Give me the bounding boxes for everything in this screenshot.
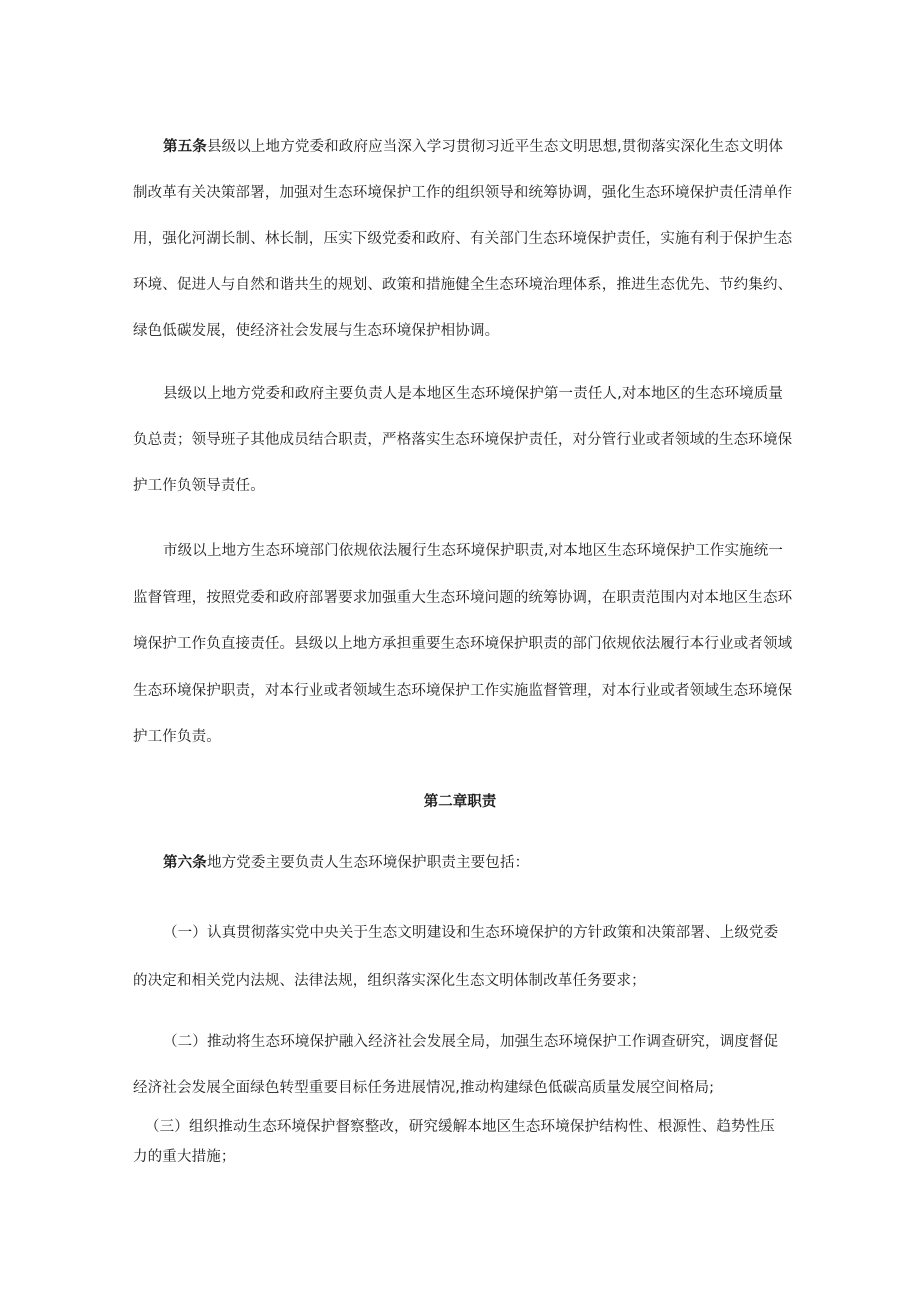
article-5-paragraph	[133, 124, 793, 354]
supervision-line-5: 护工作负责。	[133, 729, 221, 745]
responsibility-line-3: 护工作负领导责任。	[133, 478, 265, 494]
article-5-label: 第五条	[163, 139, 207, 155]
article-6-paragraph	[133, 848, 793, 878]
item-3-line-2: 力的重大措施；	[133, 1149, 236, 1165]
article-6-label: 第六条	[163, 855, 207, 871]
supervision-line-4: 生态环境保护职责，对本行业或者领域生态环境保护工作实施监督管理，对本行业或者领域生态环境保	[133, 682, 793, 699]
article-5-line-4: 环境、促进人与自然和谐共生的规划、政策和措施健全生态环境治理体系，推进生态优先、节约集约、	[133, 277, 793, 293]
supervision-paragraph	[133, 528, 793, 761]
responsibility-line-1: 县级以上地方党委和政府主要负责人是本地区生态环境保护第一责任人,对本地区的生态环境质量	[163, 386, 784, 402]
item-2-line-2: 经济社会发展全面绿色转型重要目标任务进展情况,推动构建绿色低碳高质量发展空间格局;	[133, 1080, 715, 1096]
chapter-2-heading: 第二章职责	[423, 794, 497, 810]
item-2-line-1: （二）推动将生态环境保护融入经济社会发展全局，加强生态环境保护工作调查研究，调度督促	[163, 1034, 779, 1050]
supervision-line-3: 境保护工作负直接责任。县级以上地方承担重要生态环境保护职责的部门依规依法履行本行业或者领域	[133, 636, 793, 652]
item-1-line-2: 的决定和相关党内法规、法律法规，组织落实深化生态文明体制改革任务要求；	[133, 973, 646, 989]
article-5-line-1: 第五条县级以上地方党委和政府应当深入学习贯彻习近平生态文明思想,贯彻落实深化生态文明体	[163, 139, 784, 155]
item-1-paragraph	[133, 909, 793, 1005]
item-3-line-1: （三）组织推动生态环境保护督察整改，研究缓解本地区生态环境保护结构性、根源性、趋势性压	[145, 1119, 775, 1135]
responsibility-paragraph	[133, 371, 793, 509]
article-5-line-3: 用，强化河湖长制、林长制，压实下级党委和政府、有关部门生态环境保护责任，实施有利于保护生态	[133, 231, 793, 247]
article-5-line-2: 制改革有关决策部署，加强对生态环境保护工作的组织领导和统筹协调，强化生态环境保护责任清单作	[133, 185, 793, 201]
item-1-line-1: （一）认真贯彻落实党中央关于生态文明建设和生态环境保护的方针政策和决策部署、上级党委	[163, 925, 779, 941]
supervision-line-2: 监督管理，按照党委和政府部署要求加强重大生态环境问题的统筹协调，在职责范围内对本地区生态环	[133, 589, 793, 606]
article-5-line-5: 绿色低碳发展，使经济社会发展与生态环境保护相协调。	[133, 323, 500, 339]
item-2-paragraph	[133, 1019, 793, 1111]
article-6-line-1: 第六条地方党委主要负责人生态环境保护职责主要包括：	[163, 855, 530, 871]
responsibility-line-2: 负总责；领导班子其他成员结合职责，严格落实生态环境保护责任，对分管行业或者领域的生态环境保	[133, 432, 793, 448]
item-3-paragraph	[133, 1112, 793, 1172]
supervision-line-1: 市级以上地方生态环境部门依规依法履行生态环境保护职责,对本地区生态环境保护工作实施统一	[163, 543, 784, 559]
